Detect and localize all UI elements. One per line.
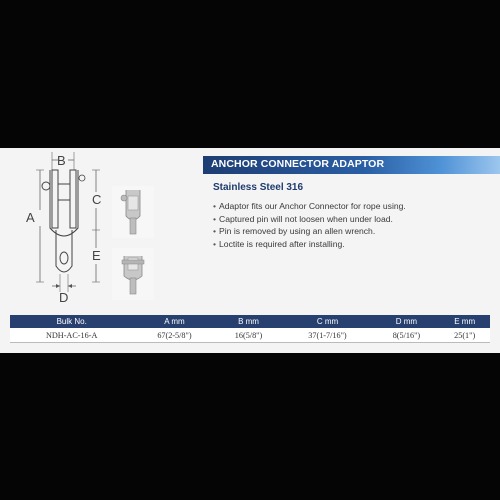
dim-label-c: C <box>92 192 102 207</box>
column-header-d: D mm <box>374 315 440 328</box>
cell-d: 8(5/16") <box>374 328 440 343</box>
column-header-a: A mm <box>133 315 215 328</box>
cell-e: 25(1") <box>439 328 490 343</box>
spec-table-header-row <box>10 315 490 328</box>
dim-label-a: A <box>26 210 35 225</box>
product-photo-front <box>112 248 154 300</box>
title-banner <box>203 156 500 174</box>
cell-c: 37(1-7/16") <box>281 328 373 343</box>
material-subtitle: Stainless Steel 316 <box>213 182 304 193</box>
cell-b: 16(5/8") <box>216 328 282 343</box>
feature-list <box>213 200 406 250</box>
dimension-drawing <box>12 148 112 308</box>
cell-a: 67(2-5/8") <box>133 328 215 343</box>
dim-label-b: B <box>57 153 66 168</box>
column-header-c: C mm <box>281 315 373 328</box>
spec-table <box>10 315 490 343</box>
dim-label-d: D <box>59 290 69 305</box>
feature-item: • Loctite is required after installing. <box>213 238 406 251</box>
dim-label-e: E <box>92 248 101 263</box>
table-row <box>10 328 490 343</box>
column-header-bulk-no: Bulk No. <box>10 315 133 328</box>
cell-bulk-no: NDH-AC-16-A <box>10 328 133 343</box>
feature-item: • Pin is removed by using an allen wrench. <box>213 225 406 238</box>
product-panel <box>0 148 500 353</box>
column-header-b: B mm <box>216 315 282 328</box>
feature-item: • Adaptor fits our Anchor Connector for rope using. <box>213 200 406 213</box>
feature-item: • Captured pin will not loosen when under load. <box>213 213 406 226</box>
product-photo-side <box>112 186 154 238</box>
column-header-e: E mm <box>439 315 490 328</box>
product-title: ANCHOR CONNECTOR ADAPTOR <box>211 158 385 170</box>
